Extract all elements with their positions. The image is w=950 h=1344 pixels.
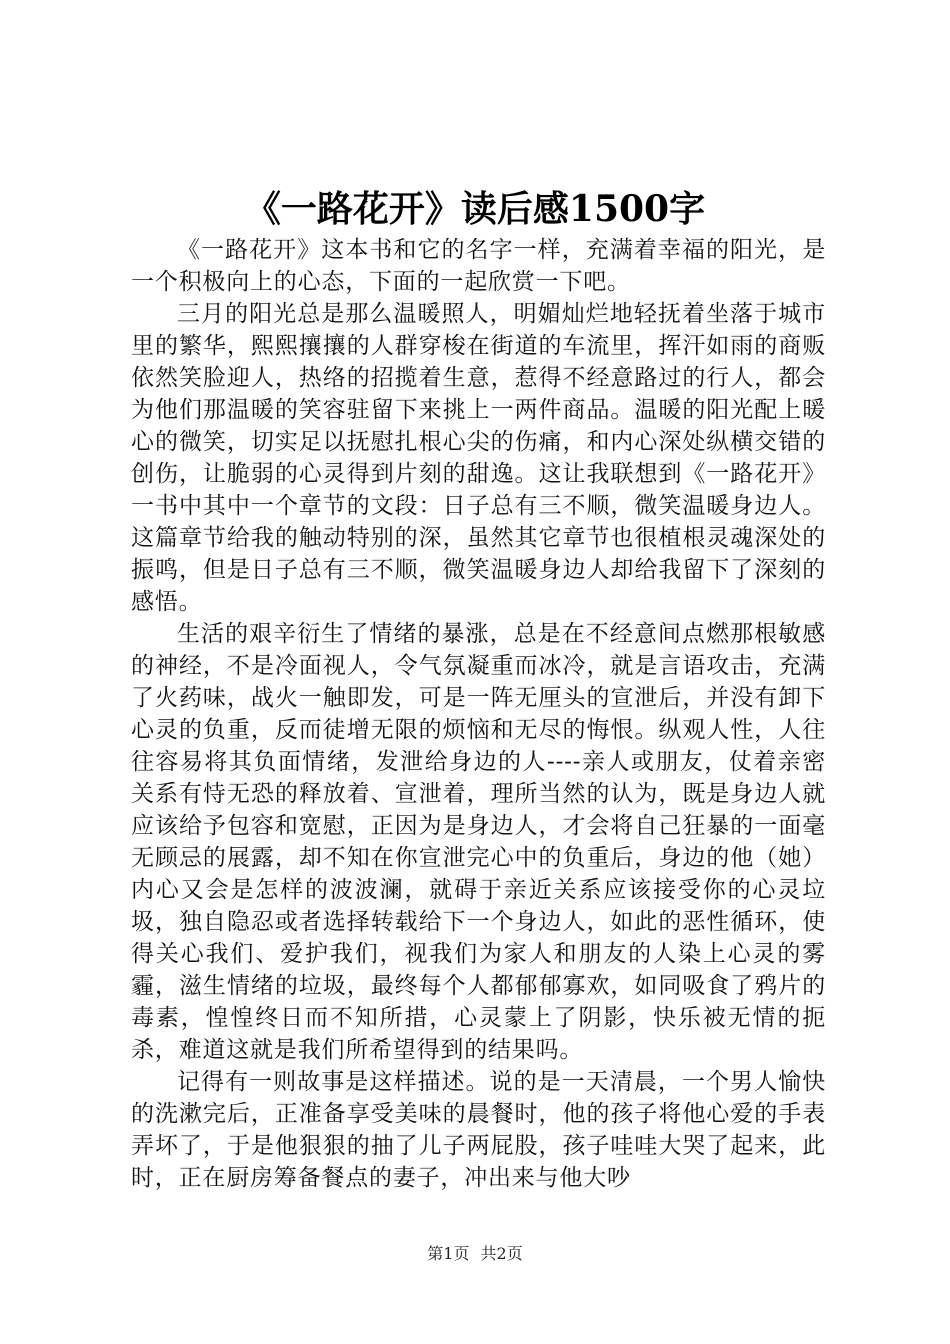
document-title: 《一路花开》读后感1500字 (244, 188, 706, 230)
paragraph-3: 生活的艰辛衍生了情绪的暴涨，总是在不经意间点燃那根敏感的神经，不是冷面视人，令气氛凝重而冰冷，就是言语攻击，充满了火药味，战火一触即发，可是一阵无厘头的宣泄后，并没有卸下心灵的负重，反而徒增无限的烦恼和无尽的悔恨。纵观人性，人往往容易将其负面情绪，发泄给身边的人----亲人或朋友，仗着亲密关系有恃无恐的释放着、宣泄着，理所当然的认为，既是身边人就应该给予包容和宽慰，正因为是身边人，才会将自己狂暴的一面毫无顾忌的展露，却不知在你宣泄完心中的负重后，身边的他（她）内心又会是怎样的波波澜，就碍于亲近关系应该接受你的心灵垃圾，独自隐忍或者选择转载给下一个身边人，如此的恶性循环，使得关心我们、爱护我们，视我们为家人和朋友的人染上心灵的雾霾，滋生情绪的垃圾，最终每个人都郁郁寡欢，如同吸食了鸦片的毒素，惶惶终日而不知所措，心灵蒙上了阴影，快乐被无情的扼杀，难道这就是我们所希望得到的结果吗。 (131, 621, 826, 1063)
page-footer (0, 1242, 950, 1266)
paragraph-1: 《一路花开》这本书和它的名字一样，充满着幸福的阳光，是一个积极向上的心态，下面的一起欣赏一下吧。 (131, 237, 826, 295)
document-body (131, 234, 826, 1194)
page-number: 第1页 (427, 1244, 470, 1263)
paragraph-2: 三月的阳光总是那么温暖照人，明媚灿烂地轻抚着坐落于城市里的繁华，熙熙攘攘的人群穿梭在街道的车流里，挥汗如雨的商贩依然笑脸迎人，热络的招揽着生意，惹得不经意路过的行人，都会为他们那温暖的笑容驻留下来挑上一两件商品。温暖的阳光配上暖心的微笑，切实足以抚慰扎根心尖的伤痛，和内心深处纵横交错的创伤，让脆弱的心灵得到片刻的甜逸。这让我联想到《一路花开》一书中其中一个章节的文段：日子总有三不顺，微笑温暖身边人。这篇章节给我的触动特别的深，虽然其它章节也很植根灵魂深处的振鸣，但是日子总有三不顺，微笑温暖身边人却给我留下了深刻的感悟。 (131, 301, 826, 615)
paragraph-4: 记得有一则故事是这样描述。说的是一天清晨，一个男人愉快的洗漱完后，正准备享受美味的晨餐时，他的孩子将他心爱的手表弄坏了，于是他狠狠的抽了儿子两屁股，孩子哇哇大哭了起来，此时，正在厨房筹备餐点的妻子，冲出来与他大吵 (131, 1069, 826, 1191)
page-total: 共2页 (480, 1244, 523, 1263)
